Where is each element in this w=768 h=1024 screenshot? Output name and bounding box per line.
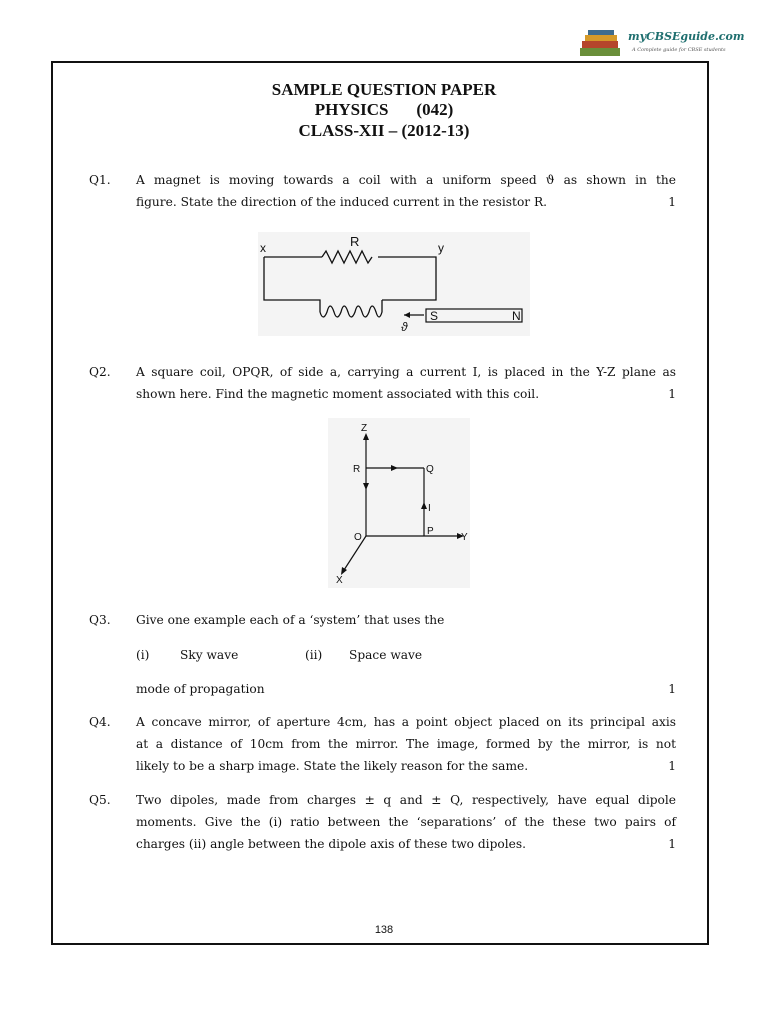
logo-brand-text: myCBSEguide.com	[628, 30, 745, 43]
question-text-line: shown here. Find the magnetic moment associated with this coil.	[136, 387, 540, 401]
figure-magnet-coil	[258, 232, 530, 336]
corner-p-label: P	[427, 526, 434, 537]
question-text-line: A concave mirror, of aperture 4cm, has a point object placed on its principal axis	[136, 715, 676, 729]
subject-line	[0, 100, 768, 120]
label-r: R	[350, 234, 360, 249]
magnet-s-label: S	[430, 309, 439, 323]
question-marks: 1	[668, 759, 676, 773]
question-marks: 1	[668, 195, 676, 209]
question-text-line: moments. Give the (i) ratio between the ‘separations’ of the these two pairs of	[136, 815, 676, 829]
option-number: (ii)	[305, 648, 323, 662]
option-text: Sky wave	[180, 648, 239, 662]
question-marks: 1	[668, 682, 676, 696]
question-number: Q1.	[89, 173, 111, 187]
corner-q-label: Q	[426, 464, 434, 475]
question-marks: 1	[668, 387, 676, 401]
subject-name: PHYSICS	[314, 100, 389, 119]
question-text-line: mode of propagation	[136, 682, 265, 696]
logo-tagline: A Complete guide for CBSE students	[632, 47, 726, 53]
mycbseguide-logo	[578, 26, 744, 62]
origin-o-label: O	[354, 532, 362, 543]
option-text: Space wave	[349, 648, 423, 662]
question-number: Q5.	[89, 793, 111, 807]
question-number: Q3.	[89, 613, 111, 627]
magnet-n-label: N	[512, 309, 521, 323]
question-text-line: A magnet is moving towards a coil with a uniform speed ϑ as shown in the	[136, 173, 676, 187]
page-number: 138	[374, 924, 394, 936]
axis-z-label: Z	[361, 423, 368, 434]
axis-y-label: Y	[461, 532, 468, 543]
label-x: x	[260, 241, 266, 255]
label-speed: ϑ	[401, 320, 408, 334]
current-i-label: I	[428, 503, 431, 514]
label-y: y	[438, 241, 444, 255]
class-line: CLASS-XII – (2012-13)	[298, 121, 470, 140]
option-number: (i)	[136, 648, 150, 662]
question-text-line: at a distance of 10cm from the mirror. The image, formed by the mirror, is not	[136, 737, 676, 751]
books-logo-icon	[578, 28, 626, 60]
corner-r-label: R	[353, 464, 361, 475]
question-text-line: figure. State the direction of the induced current in the resistor R.	[136, 195, 548, 209]
figure-square-coil	[328, 418, 470, 588]
question-number: Q4.	[89, 715, 111, 729]
paper-title: SAMPLE QUESTION PAPER	[271, 80, 497, 99]
question-text-line: charges (ii) angle between the dipole axis of these two dipoles.	[136, 837, 526, 851]
axis-x-label: X	[336, 575, 343, 586]
question-marks: 1	[668, 837, 676, 851]
question-text-line: Give one example each of a ‘system’ that uses the	[136, 613, 445, 627]
subject-code: (042)	[416, 100, 454, 119]
question-text-line: Two dipoles, made from charges ± q and ± Q, respectively, have equal dipole	[136, 793, 676, 807]
question-number: Q2.	[89, 365, 111, 379]
question-text-line: A square coil, OPQR, of side a, carrying a current I, is placed in the Y-Z plane as	[136, 365, 676, 379]
question-text-line: likely to be a sharp image. State the likely reason for the same.	[136, 759, 529, 773]
